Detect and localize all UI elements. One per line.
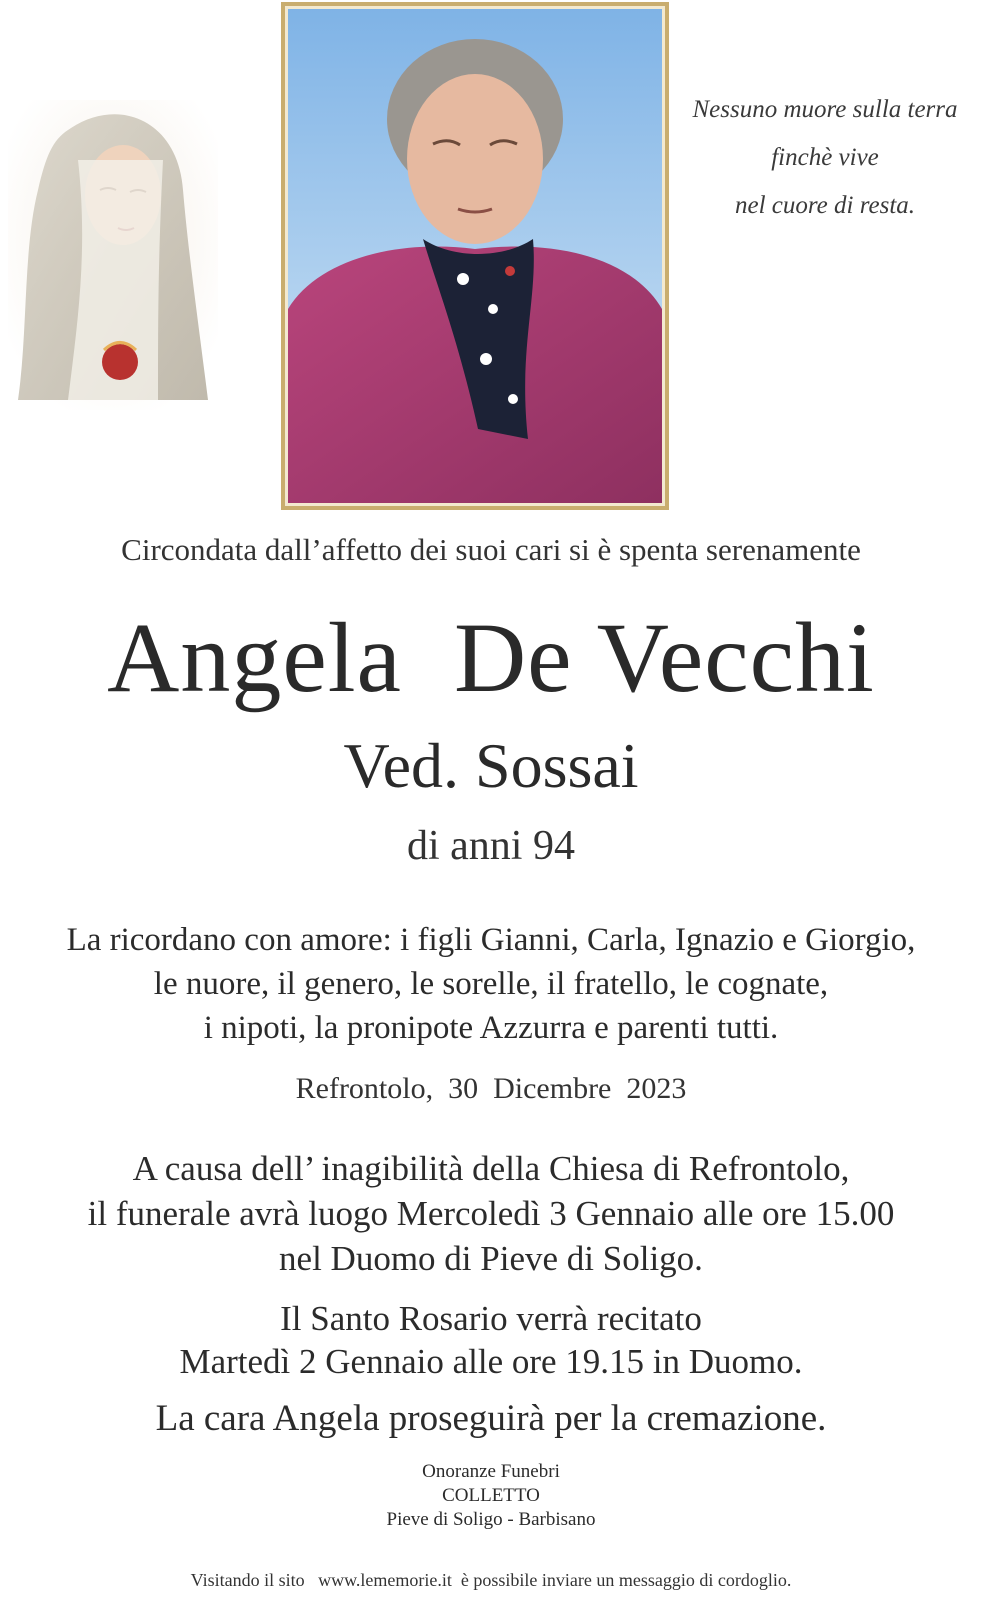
deceased-age: di anni 94 — [407, 823, 575, 869]
rosary-line: Martedì 2 Gennaio alle ore 19.15 in Duomo. — [179, 1342, 803, 1381]
rosary-info — [0, 1297, 982, 1383]
footer-website-note: Visitando il sito www.lememorie.it è possibile inviare un messaggio di cordoglio. — [190, 1570, 792, 1590]
funeral-info — [0, 1146, 982, 1281]
mourners-line: le nuore, il genero, le sorelle, il fratello, le cognate, — [153, 966, 829, 1002]
mourners-line: La ricordano con amore: i figli Gianni, Carla, Ignazio e Giorgio, — [66, 922, 916, 958]
deceased-name: Angela De Vecchi — [107, 602, 875, 713]
mourners-text — [0, 918, 982, 1050]
rosary-line: Il Santo Rosario verrà recitato — [280, 1299, 702, 1338]
intro-text: Circondata dall’affetto dei suoi cari si è spenta serenamente — [121, 532, 861, 567]
portrait-photo — [281, 2, 669, 510]
place-date: Refrontolo, 30 Dicembre 2023 — [295, 1072, 687, 1105]
quote-line: Nessuno muore sulla terra — [692, 96, 958, 123]
funeral-line: il funerale avrà luogo Mercoledì 3 Gennaio alle ore 15.00 — [87, 1194, 895, 1233]
cremation-note: La cara Angela proseguirà per la cremazione. — [155, 1398, 827, 1439]
agency-location: Pieve di Soligo - Barbisano — [386, 1509, 596, 1530]
madonna-image — [8, 100, 218, 410]
mourners-line: i nipoti, la pronipote Azzurra e parenti tutti. — [203, 1010, 779, 1046]
funeral-line: nel Duomo di Pieve di Soligo. — [279, 1239, 703, 1278]
agency-line: Onoranze Funebri — [422, 1461, 560, 1482]
quote-line: finchè vive — [771, 144, 879, 171]
deceased-widow-of: Ved. Sossai — [343, 730, 639, 801]
agency-name: COLLETTO — [442, 1485, 540, 1506]
memorial-quote — [672, 86, 978, 230]
funeral-line: A causa dell’ inagibilità della Chiesa di Refrontolo, — [132, 1149, 850, 1188]
funeral-agency — [0, 1460, 982, 1532]
quote-line: nel cuore di resta. — [734, 192, 916, 219]
